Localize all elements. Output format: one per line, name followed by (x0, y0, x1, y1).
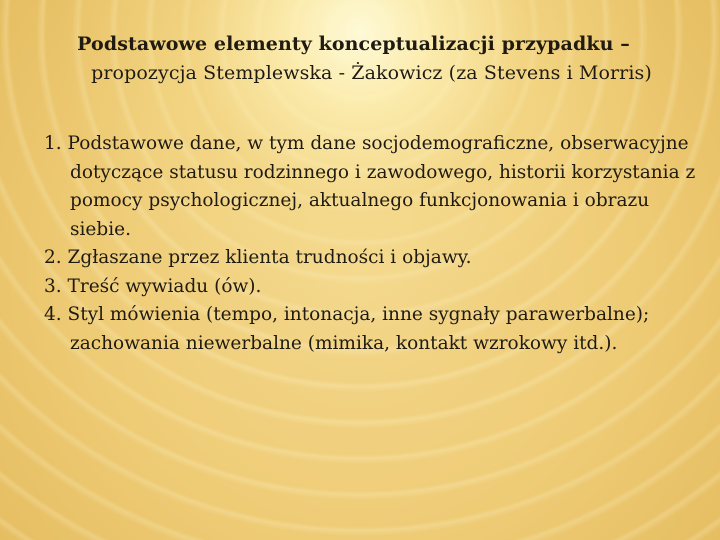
content-list (44, 130, 704, 358)
list-item: 2. Zgłaszane przez klienta trudności i objawy. (44, 247, 472, 268)
title-line-1: Podstawowe elementy konceptualizacji przypadku – (77, 33, 630, 55)
slide-title (44, 30, 699, 88)
list-item: 3. Treść wywiadu (ów). (44, 275, 262, 297)
title-line-2: propozycja Stemplewska - Żakowicz (za Stevens i Morris) (91, 62, 652, 84)
list-item: 1. Podstawowe dane, w tym dane socjodemograficzne, obserwacyjne dotyczące statusu rodzinnego i zawodowego, historii korzystania z pomocy psychologicznej, aktualnego funkcjonowania i obrazu siebie. (44, 133, 696, 240)
list-item: 4. Styl mówienia (tempo, intonacja, inne sygnały parawerbalne); zachowania niewerbalne (mimika, kontakt wzrokowy itd.). (44, 304, 650, 354)
